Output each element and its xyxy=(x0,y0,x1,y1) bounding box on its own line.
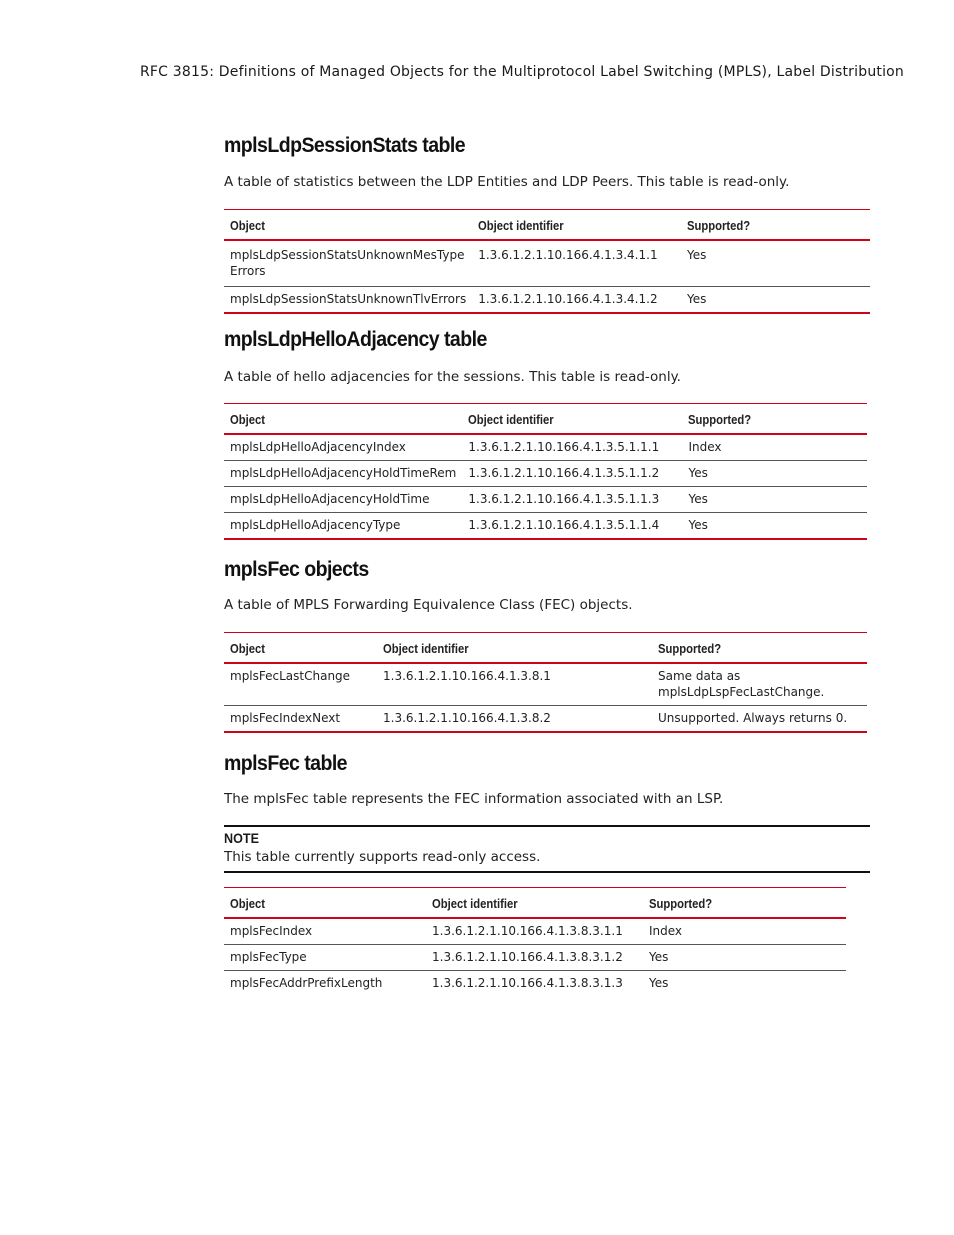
cell-oid: 1.3.6.1.2.1.10.166.4.1.3.8.3.1.2 xyxy=(426,945,643,971)
column-header-object-identifier: Object identifier xyxy=(377,633,652,664)
cell-object: mplsFecIndexNext xyxy=(230,711,341,725)
column-header-supported: Supported? xyxy=(643,888,846,919)
cell-supported: Yes xyxy=(688,518,708,532)
table-ldp-hello-adjacency xyxy=(224,403,867,540)
cell-object: mplsFecIndex xyxy=(224,918,426,945)
cell-supported: Index xyxy=(682,434,867,461)
cell-object: mplsFecAddrPrefixLength xyxy=(230,976,383,990)
table-ldp-session-stats xyxy=(224,209,870,314)
column-header-supported: Supported? xyxy=(681,210,870,241)
column-header-supported: Supported? xyxy=(652,633,867,664)
cell-supported: Index xyxy=(643,918,846,945)
table-mpls-fec xyxy=(224,887,846,996)
section-title-mpls-fec-table: mplsFec table xyxy=(224,752,347,775)
table-row xyxy=(224,287,870,314)
column-header-object: Object xyxy=(224,404,462,435)
section-title-ldp-hello-adjacency: mplsLdpHelloAdjacency table xyxy=(224,328,487,351)
cell-object: mplsLdpSessionStatsUnknownMesType Errors xyxy=(224,240,472,287)
cell-oid: 1.3.6.1.2.1.10.166.4.1.3.8.3.1.1 xyxy=(426,918,643,945)
cell-supported: Unsupported. Always returns 0. xyxy=(658,711,848,725)
cell-object: mplsLdpSessionStatsUnknownTlvErrors xyxy=(230,292,467,306)
cell-object: mplsFecType xyxy=(224,945,426,971)
table-header-row xyxy=(224,888,846,919)
section-description-ldp-session-stats: A table of statistics between the LDP Entities and LDP Peers. This table is read-only. xyxy=(224,174,790,190)
table-row xyxy=(224,461,867,487)
cell-oid: 1.3.6.1.2.1.10.166.4.1.3.5.1.1.2 xyxy=(462,461,682,487)
table-row xyxy=(224,513,867,540)
table-row xyxy=(224,971,846,997)
cell-oid: 1.3.6.1.2.1.10.166.4.1.3.4.1.1 xyxy=(472,240,681,287)
note-label: NOTE xyxy=(224,830,260,846)
column-header-object: Object xyxy=(224,210,472,241)
section-title-mpls-fec-objects: mplsFec objects xyxy=(224,558,369,581)
cell-object: mplsLdpHelloAdjacencyIndex xyxy=(224,434,462,461)
cell-supported: Yes xyxy=(682,461,867,487)
table-row xyxy=(224,434,867,461)
cell-oid: 1.3.6.1.2.1.10.166.4.1.3.8.1 xyxy=(377,663,652,706)
column-header-object: Object xyxy=(224,633,377,664)
cell-supported: Same data as mplsLdpLspFecLastChange. xyxy=(652,663,867,706)
column-header-object-identifier: Object identifier xyxy=(472,210,681,241)
cell-oid: 1.3.6.1.2.1.10.166.4.1.3.5.1.1.4 xyxy=(468,518,660,532)
table-row xyxy=(224,240,870,287)
cell-oid: 1.3.6.1.2.1.10.166.4.1.3.8.2 xyxy=(383,711,551,725)
table-header-row xyxy=(224,210,870,241)
cell-object: mplsLdpHelloAdjacencyHoldTimeRem xyxy=(224,461,462,487)
cell-object: mplsLdpHelloAdjacencyHoldTime xyxy=(224,487,462,513)
note-text: This table currently supports read-only access. xyxy=(224,849,541,865)
table-row xyxy=(224,918,846,945)
table-row xyxy=(224,663,867,706)
table-header-row xyxy=(224,633,867,664)
cell-supported: Yes xyxy=(681,240,870,287)
table-header-row xyxy=(224,404,867,435)
column-header-supported: Supported? xyxy=(682,404,867,435)
section-description-mpls-fec-table: The mplsFec table represents the FEC information associated with an LSP. xyxy=(224,791,724,807)
table-mpls-fec-objects xyxy=(224,632,867,733)
note-box xyxy=(224,825,870,873)
cell-oid: 1.3.6.1.2.1.10.166.4.1.3.5.1.1.1 xyxy=(462,434,682,461)
cell-oid: 1.3.6.1.2.1.10.166.4.1.3.4.1.2 xyxy=(478,292,658,306)
cell-supported: Yes xyxy=(649,976,669,990)
cell-oid: 1.3.6.1.2.1.10.166.4.1.3.5.1.1.3 xyxy=(462,487,682,513)
cell-object: mplsFecLastChange xyxy=(224,663,377,706)
column-header-object-identifier: Object identifier xyxy=(462,404,682,435)
table-row xyxy=(224,706,867,733)
cell-supported: Yes xyxy=(687,292,707,306)
running-header: RFC 3815: Definitions of Managed Objects for the Multiprotocol Label Switching (MPLS), Label Distribution xyxy=(140,64,905,80)
section-description-ldp-hello-adjacency: A table of hello adjacencies for the sessions. This table is read-only. xyxy=(224,369,681,385)
column-header-object-identifier: Object identifier xyxy=(426,888,643,919)
section-description-mpls-fec-objects: A table of MPLS Forwarding Equivalence Class (FEC) objects. xyxy=(224,597,633,613)
cell-supported: Yes xyxy=(643,945,846,971)
cell-oid: 1.3.6.1.2.1.10.166.4.1.3.8.3.1.3 xyxy=(432,976,623,990)
table-row xyxy=(224,945,846,971)
section-title-ldp-session-stats: mplsLdpSessionStats table xyxy=(224,134,466,157)
column-header-object: Object xyxy=(224,888,426,919)
table-row xyxy=(224,487,867,513)
cell-object: mplsLdpHelloAdjacencyType xyxy=(230,518,401,532)
cell-supported: Yes xyxy=(682,487,867,513)
